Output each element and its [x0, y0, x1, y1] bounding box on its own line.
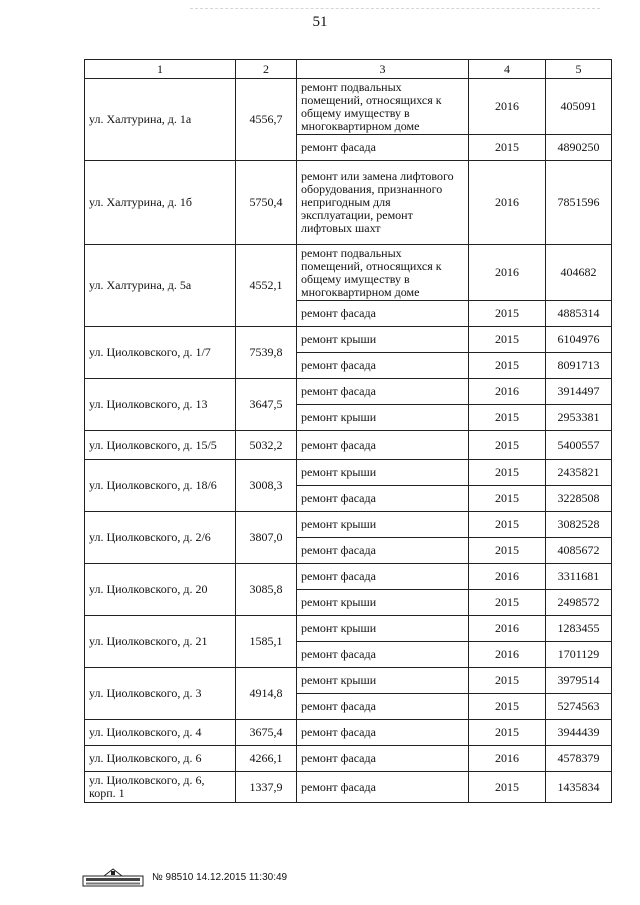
- address-cell: ул. Циолковского, д. 2/6: [85, 512, 236, 564]
- work-type-cell: ремонт крыши: [297, 512, 469, 538]
- cost-cell: 1701129: [546, 642, 612, 668]
- year-cell: 2015: [469, 668, 546, 694]
- year-cell: 2015: [469, 431, 546, 460]
- cost-cell: 4085672: [546, 538, 612, 564]
- work-type-cell: ремонт фасада: [297, 431, 469, 460]
- area-cell: 5032,2: [236, 431, 297, 460]
- work-type-cell: ремонт крыши: [297, 616, 469, 642]
- year-cell: 2016: [469, 642, 546, 668]
- address-cell: ул. Циолковского, д. 18/6: [85, 460, 236, 512]
- work-type-cell: ремонт или замена лифтового оборудования, признанного непригодным для эксплуатации, ремонт лифтовых шахт: [297, 161, 469, 245]
- area-cell: 3008,3: [236, 460, 297, 512]
- year-cell: 2015: [469, 460, 546, 486]
- cost-cell: 3979514: [546, 668, 612, 694]
- work-type-cell: ремонт крыши: [297, 668, 469, 694]
- area-cell: 4556,7: [236, 79, 297, 161]
- year-cell: 2015: [469, 772, 546, 803]
- cost-cell: 5274563: [546, 694, 612, 720]
- work-type-cell: ремонт фасада: [297, 694, 469, 720]
- table-row: [85, 161, 612, 245]
- address-cell: ул. Циолковского, д. 6, корп. 1: [85, 772, 236, 803]
- table-row: [85, 668, 612, 694]
- cost-cell: 3914497: [546, 379, 612, 405]
- address-cell: ул. Халтурина, д. 1б: [85, 161, 236, 245]
- area-cell: 7539,8: [236, 327, 297, 379]
- table-row: [85, 327, 612, 353]
- work-type-cell: ремонт крыши: [297, 405, 469, 431]
- year-cell: 2015: [469, 405, 546, 431]
- work-type-cell: ремонт фасада: [297, 538, 469, 564]
- year-cell: 2016: [469, 161, 546, 245]
- cost-cell: 2953381: [546, 405, 612, 431]
- address-cell: ул. Циолковского, д. 4: [85, 720, 236, 746]
- table-row: [85, 379, 612, 405]
- year-cell: 2015: [469, 327, 546, 353]
- repair-schedule-table: [84, 59, 612, 803]
- work-type-cell: ремонт фасада: [297, 353, 469, 379]
- work-type-cell: ремонт фасада: [297, 564, 469, 590]
- cost-cell: 3311681: [546, 564, 612, 590]
- year-cell: 2016: [469, 379, 546, 405]
- cost-cell: 2498572: [546, 590, 612, 616]
- table-row: [85, 245, 612, 301]
- year-cell: 2015: [469, 538, 546, 564]
- address-cell: ул. Циолковского, д. 20: [85, 564, 236, 616]
- table-row: [85, 431, 612, 460]
- cost-cell: 3944439: [546, 720, 612, 746]
- year-cell: 2015: [469, 301, 546, 327]
- cost-cell: 4578379: [546, 746, 612, 772]
- work-type-cell: ремонт фасада: [297, 746, 469, 772]
- year-cell: 2015: [469, 135, 546, 161]
- year-cell: 2016: [469, 616, 546, 642]
- work-type-cell: ремонт фасада: [297, 772, 469, 803]
- document-registration-mark: № 98510 14.12.2015 11:30:49: [152, 871, 288, 883]
- address-cell: ул. Циолковского, д. 13: [85, 379, 236, 431]
- table-row: [85, 564, 612, 590]
- year-cell: 2016: [469, 564, 546, 590]
- registry-stamp-icon: [82, 867, 144, 887]
- address-cell: ул. Халтурина, д. 5а: [85, 245, 236, 327]
- work-type-cell: ремонт фасада: [297, 486, 469, 512]
- work-type-cell: ремонт крыши: [297, 460, 469, 486]
- table-body: [85, 79, 612, 803]
- area-cell: 3647,5: [236, 379, 297, 431]
- cost-cell: 1435834: [546, 772, 612, 803]
- work-type-cell: ремонт крыши: [297, 327, 469, 353]
- cost-cell: 7851596: [546, 161, 612, 245]
- cost-cell: 404682: [546, 245, 612, 301]
- year-cell: 2015: [469, 720, 546, 746]
- column-header: 5: [546, 60, 612, 79]
- cost-cell: 5400557: [546, 431, 612, 460]
- cost-cell: 4885314: [546, 301, 612, 327]
- cost-cell: 1283455: [546, 616, 612, 642]
- table-row: [85, 512, 612, 538]
- cost-cell: 3228508: [546, 486, 612, 512]
- work-type-cell: ремонт фасада: [297, 135, 469, 161]
- cost-cell: 6104976: [546, 327, 612, 353]
- year-cell: 2015: [469, 590, 546, 616]
- table-row: [85, 616, 612, 642]
- area-cell: 4552,1: [236, 245, 297, 327]
- address-cell: ул. Халтурина, д. 1а: [85, 79, 236, 161]
- work-type-cell: ремонт фасада: [297, 642, 469, 668]
- scan-artifact-line: [190, 8, 600, 11]
- table-row: [85, 720, 612, 746]
- year-cell: 2015: [469, 694, 546, 720]
- year-cell: 2016: [469, 245, 546, 301]
- cost-cell: 405091: [546, 79, 612, 135]
- table-row: [85, 79, 612, 135]
- table-row: [85, 746, 612, 772]
- cost-cell: 4890250: [546, 135, 612, 161]
- page-number: 51: [312, 14, 328, 30]
- work-type-cell: ремонт крыши: [297, 590, 469, 616]
- work-type-cell: ремонт подвальных помещений, относящихся к общему имуществу в многоквартирном доме: [297, 79, 469, 135]
- address-cell: ул. Циолковского, д. 6: [85, 746, 236, 772]
- area-cell: 4266,1: [236, 746, 297, 772]
- area-cell: 1585,1: [236, 616, 297, 668]
- work-type-cell: ремонт фасада: [297, 379, 469, 405]
- area-cell: 3675,4: [236, 720, 297, 746]
- cost-cell: 8091713: [546, 353, 612, 379]
- area-cell: 3085,8: [236, 564, 297, 616]
- column-header: 2: [236, 60, 297, 79]
- year-cell: 2015: [469, 512, 546, 538]
- area-cell: 4914,8: [236, 668, 297, 720]
- work-type-cell: ремонт фасада: [297, 301, 469, 327]
- address-cell: ул. Циолковского, д. 3: [85, 668, 236, 720]
- footer: [82, 866, 287, 888]
- work-type-cell: ремонт подвальных помещений, относящихся к общему имуществу в многоквартирном доме: [297, 245, 469, 301]
- address-cell: ул. Циолковского, д. 1/7: [85, 327, 236, 379]
- table-row: [85, 460, 612, 486]
- work-type-cell: ремонт фасада: [297, 720, 469, 746]
- table-row: [85, 772, 612, 803]
- header-row: [85, 60, 612, 79]
- cost-cell: 2435821: [546, 460, 612, 486]
- area-cell: 5750,4: [236, 161, 297, 245]
- year-cell: 2015: [469, 486, 546, 512]
- cost-cell: 3082528: [546, 512, 612, 538]
- address-cell: ул. Циолковского, д. 21: [85, 616, 236, 668]
- year-cell: 2015: [469, 353, 546, 379]
- area-cell: 1337,9: [236, 772, 297, 803]
- column-header: 4: [469, 60, 546, 79]
- column-header: 3: [297, 60, 469, 79]
- address-cell: ул. Циолковского, д. 15/5: [85, 431, 236, 460]
- area-cell: 3807,0: [236, 512, 297, 564]
- year-cell: 2016: [469, 746, 546, 772]
- column-header: 1: [85, 60, 236, 79]
- year-cell: 2016: [469, 79, 546, 135]
